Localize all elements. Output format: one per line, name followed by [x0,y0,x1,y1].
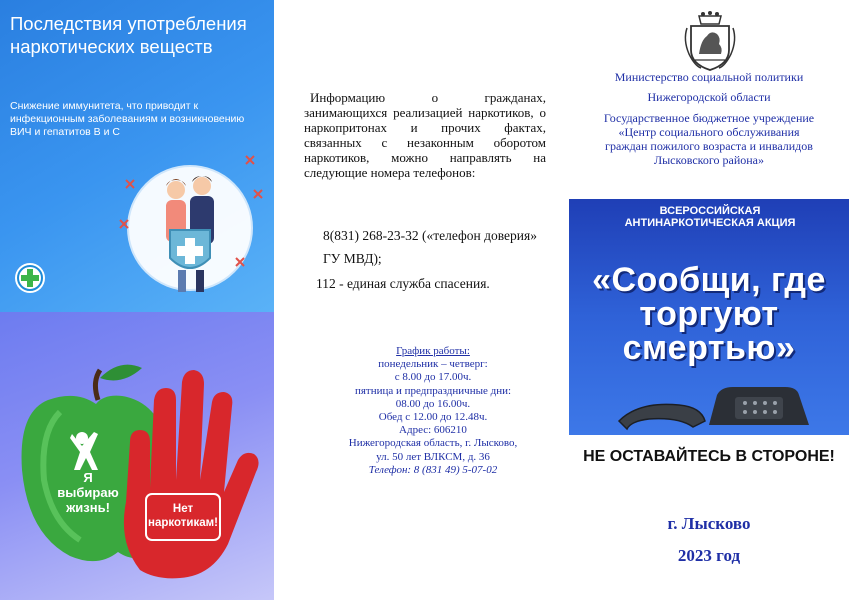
rescue-phone: 112 - единая служба спасения. [316,276,490,291]
schedule-line: Адрес: 606210 [399,424,467,437]
poster-header: ВСЕРОССИЙСКАЯ АНТИНАРКОТИЧЕСКАЯ АКЦИЯ [624,205,796,229]
schedule-line: понедельник – четверг: [378,358,488,371]
schedule-title: График работы: [396,345,470,357]
schedule-line: с 8.00 до 17.00ч. [394,371,472,384]
consequences-subtitle: Снижение иммунитета, что приводит к инфекционным заболеваниям и возникновению ВИЧ и гепатитов В и С [10,100,245,138]
schedule-line: пятница и предпраздничные дни: [354,384,512,397]
schedule-line: Обед с 12.00 до 12.48ч. [378,411,488,424]
coat-of-arms-icon [679,10,741,72]
consequences-title: Последствия употребления наркотических веществ [10,13,247,57]
consequences-panel [0,0,274,312]
schedule-line: ул. 50 лет ВЛКСМ, д. 36 [376,450,490,463]
poster-slogan: «Сообщи, где торгуют смертью» [592,261,826,367]
organization-block [569,70,849,167]
protected-family-illustration [118,150,268,310]
anti-drug-poster [569,199,849,481]
institution-line: Лысковского района» [653,153,764,167]
schedule-phone: Телефон: 8 (831 49) 5-07-02 [368,463,498,476]
telephone-icon [609,375,819,435]
work-schedule [323,345,543,477]
poster-footer: НЕ ОСТАВАЙТЕСЬ В СТОРОНЕ! [583,448,835,465]
schedule-line: 08.00 до 16.00ч. [395,397,471,410]
ministry-line: Министерство социальной политики [614,70,804,84]
info-column [283,0,565,600]
institution-line: Государственное бюджетное учреждение [603,111,815,125]
footer-block [569,508,849,572]
title-column [569,0,849,600]
apple-label: Я выбираю жизнь! [57,470,119,515]
choose-life-panel [0,312,274,600]
year-label: 2023 год [677,546,741,565]
city-label: г. Лысково [667,514,751,533]
institution-line: граждан пожилого возраста и инвалидов [605,139,813,153]
apple-and-hand-illustration [0,312,274,600]
schedule-line: Нижегородская область, г. Лысково, [348,437,518,450]
info-paragraph: Информацию о гражданах, занимающихся реализацией наркотиков, о наркопритонах и прочих фактах, связанных с незаконным оборотом наркотиков, можно направлять на следующие номера телефонов: [304,90,546,180]
medical-cross-icon [14,262,46,294]
institution-line: «Центр социального обслуживания [618,125,800,139]
hand-label: Нет наркотикам! [148,503,218,529]
police-trust-phone: 8(831) 268-23-32 («телефон доверия» ГУ МВД); [323,228,537,266]
ministry-line: Нижегородской области [647,90,771,104]
